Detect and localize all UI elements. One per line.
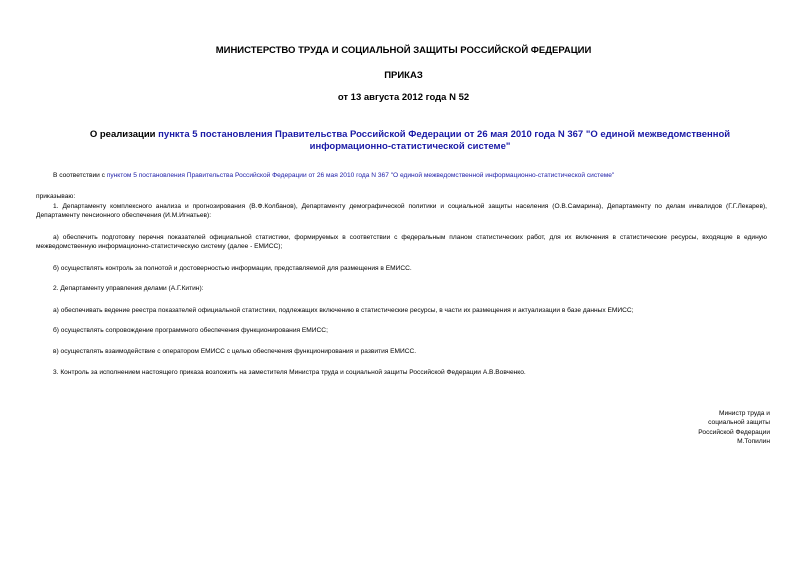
signature-line-1: Министр труда и bbox=[718, 410, 770, 417]
title-prefix: О реализации bbox=[89, 129, 159, 140]
preamble-prefix: В соответствии с bbox=[53, 172, 107, 179]
signature-line-2: социальной защиты bbox=[708, 419, 770, 427]
signature-block bbox=[620, 409, 770, 447]
paragraph-3: 3. Контроль за исполнением настоящего приказа возложить на заместителя Министра труда и социальной защиты Российской Федерации А.В.Вовченко. bbox=[53, 369, 526, 376]
signature-line-3: Российской Федерации bbox=[698, 428, 770, 436]
ministry-heading: МИНИСТЕРСТВО ТРУДА И СОЦИАЛЬНОЙ ЗАЩИТЫ РОССИЙСКОЙ ФЕДЕРАЦИИ bbox=[215, 45, 592, 56]
paragraph-2: 2. Департаменту управления делами (А.Г.Китин): bbox=[53, 285, 204, 292]
title-reference-link[interactable]: пункта 5 постановления Правительства Российской Федерации от 26 мая 2010 года N 367 "О единой межведомственной информационно-статистической системе" bbox=[158, 129, 731, 152]
document-type: ПРИКАЗ bbox=[384, 70, 423, 81]
signature-name: М.Топилин bbox=[737, 438, 770, 446]
order-word: приказываю: bbox=[36, 193, 76, 200]
paragraph-1a: а) обеспечить подготовку перечня показателей официальной статистики, формируемых в соответствии с федеральным планом статистических работ, для их включения в статистические ресурсы, входящие в единую межведомственную информационно-статистическую систему (далее - ЕМИСС); bbox=[36, 234, 767, 251]
paragraph-2a: а) обеспечивать ведение реестра показателей официальной статистики, подлежащих включению в статистические ресурсы, в части их размещения и актуализации в базе данных ЕМИСС; bbox=[53, 307, 634, 314]
preamble bbox=[36, 171, 767, 180]
paragraph-1b: б) осуществлять контроль за полнотой и достоверностью информации, представляемой для размещения в ЕМИСС. bbox=[53, 265, 412, 272]
paragraph-2b: б) осуществлять сопровождение программного обеспечения функционирования ЕМИСС; bbox=[53, 327, 328, 334]
paragraph-2c: в) осуществлять взаимодействие с оператором ЕМИСС с целью обеспечения функционирования и развития ЕМИСС. bbox=[53, 348, 417, 355]
paragraph-1: 1. Департаменту комплексного анализа и прогнозирования (В.Ф.Колбанов), Департаменту демографической политики и социальной защиты населения (О.В.Самарина), Департаменту по делам инвалидов (Г.Г.Лекарев), Департаменту пенсионного обеспечения (И.М.Игнатьев): bbox=[36, 203, 767, 220]
document-date-number: от 13 августа 2012 года N 52 bbox=[337, 92, 470, 103]
document-title bbox=[80, 129, 740, 153]
preamble-reference-link[interactable]: пунктом 5 постановления Правительства Российской Федерации от 26 мая 2010 года N 367 "О единой межведомственной информационно-статистической системе" bbox=[106, 172, 615, 179]
